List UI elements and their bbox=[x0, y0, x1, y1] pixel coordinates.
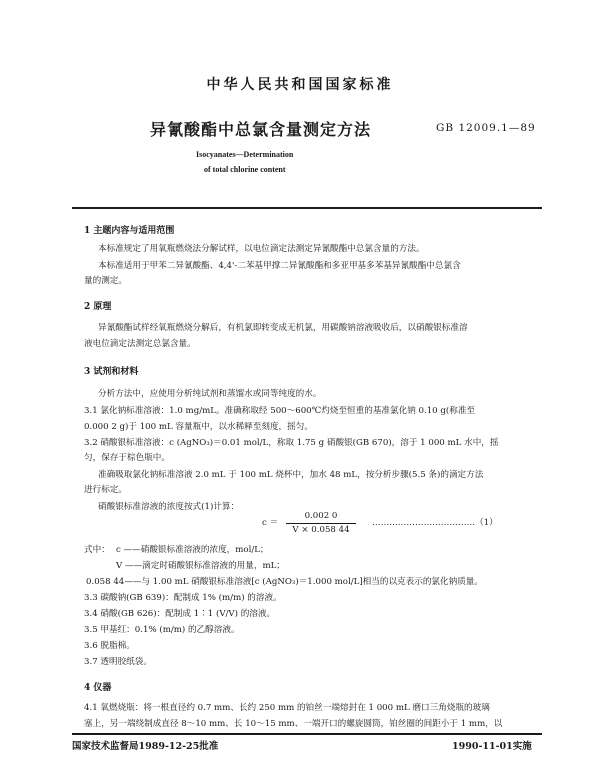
item-3-1-line-2: 0.000 2 g)于 100 mL 容量瓶中，以水稀释至刻度，摇匀。 bbox=[84, 422, 313, 432]
item-3-1-line-1: 3.1 氯化钠标准溶液：1.0 mg/mL。准确称取经 500～600℃灼烧至恒重的基准氯化钠 0.10 g(称准至 bbox=[84, 406, 476, 416]
header-divider bbox=[72, 207, 542, 209]
english-title-line1: Isocyanates—Determination bbox=[196, 150, 294, 159]
section-4-heading: 4 仪器 bbox=[84, 683, 112, 693]
footer-divider bbox=[72, 733, 542, 735]
section-1-paragraph-1: 本标准规定了用氧瓶燃烧法分解试样，以电位滴定法测定异氰酸酯中总氯含量的方法。 bbox=[98, 244, 425, 254]
section-2-heading: 2 原理 bbox=[84, 302, 112, 312]
item-3-4: 3.4 硝酸(GB 626)：配制成 1∶1 (V/V) 的溶液。 bbox=[84, 609, 276, 619]
item-3-2-line-4: 进行标定。 bbox=[84, 485, 127, 495]
item-4-1-line-1: 4.1 氧燃烧瓶：将一根直径约 0.7 mm、长约 250 mm 的铂丝一端熔封在 1 000 mL 磨口三角烧瓶的玻璃 bbox=[84, 703, 490, 713]
english-title-line2: of total chlorine content bbox=[204, 165, 286, 174]
item-3-7: 3.7 透明胶纸袋。 bbox=[84, 657, 152, 667]
section-3-intro: 分析方法中，应使用分析纯试剂和蒸馏水或同等纯度的水。 bbox=[98, 389, 322, 399]
item-3-6: 3.6 脱脂棉。 bbox=[84, 641, 135, 651]
where-constant: 0.058 44——与 1.00 mL 硝酸银标准溶液[c (AgNO₃)＝1.000 mol/L]相当的以克表示的氯化钠质量。 bbox=[86, 577, 483, 587]
formula-fraction-bar bbox=[286, 523, 356, 524]
item-4-1-line-2: 塞上，另一端绕制成直径 8～10 mm、长 10～15 mm、一端开口的螺旋圆筒，铂丝圈的间距小于 1 mm，以 bbox=[84, 719, 503, 729]
national-standard-heading: 中华人民共和国国家标准 bbox=[206, 77, 394, 93]
formula-numerator: 0.002 0 bbox=[304, 511, 338, 521]
implementation-date: 1990-11-01实施 bbox=[452, 741, 532, 752]
document-title: 异氰酸酯中总氯含量测定方法 bbox=[150, 120, 372, 139]
item-3-5: 3.5 甲基红：0.1% (m/m) 的乙醇溶液。 bbox=[84, 625, 240, 635]
standard-code: GB 12009.1—89 bbox=[436, 122, 536, 134]
approval-date: 国家技术监督局1989-12-25批准 bbox=[72, 741, 219, 752]
section-2-paragraph-1a: 异氰酸酯试样经氧瓶燃烧分解后，有机氯即转变成无机氯，用碳酸钠溶液吸收后，以硝酸银标准溶 bbox=[98, 323, 468, 333]
formula-number: ………………………………（1） bbox=[372, 518, 498, 528]
section-3-heading: 3 试剂和材料 bbox=[84, 367, 139, 377]
item-3-2-line-3: 准确吸取氯化钠标准溶液 2.0 mL 于 100 mL 烧杯中，加水 48 mL，按分析步骤(5.5 条)的滴定方法 bbox=[98, 470, 484, 480]
item-3-3: 3.3 碳酸钠(GB 639)：配制成 1% (m/m) 的溶液。 bbox=[84, 593, 282, 603]
where-label: 式中： bbox=[84, 545, 110, 555]
formula-lhs: c ＝ bbox=[262, 518, 279, 528]
section-1-heading: 1 主题内容与适用范围 bbox=[84, 226, 175, 236]
formula-denominator: V × 0.058 44 bbox=[292, 525, 350, 535]
section-2-paragraph-1b: 液电位滴定法测定总氯含量。 bbox=[84, 339, 196, 349]
item-3-2-line-2: 匀，保存于棕色瓶中。 bbox=[84, 453, 170, 463]
where-v: V ——滴定时硝酸银标准溶液的用量，mL； bbox=[116, 561, 285, 571]
where-c: c ——硝酸银标准溶液的浓度，mol/L； bbox=[116, 545, 269, 555]
section-1-paragraph-2b: 量的测定。 bbox=[84, 276, 127, 286]
item-3-2-line-1: 3.2 硝酸银标准溶液：c (AgNO₃)＝0.01 mol/L，称取 1.75 g 硝酸银(GB 670)，溶于 1 000 mL 水中，摇 bbox=[84, 438, 499, 448]
section-1-paragraph-2a: 本标准适用于甲苯二异氰酸酯、4,4'-二苯基甲撑二异氰酸酯和多亚甲基多苯基异氰酸酯中总氯含 bbox=[98, 261, 461, 271]
formula-fraction bbox=[286, 511, 356, 536]
item-3-2-line-5: 硝酸银标准溶液的浓度按式(1)计算： bbox=[98, 502, 240, 512]
